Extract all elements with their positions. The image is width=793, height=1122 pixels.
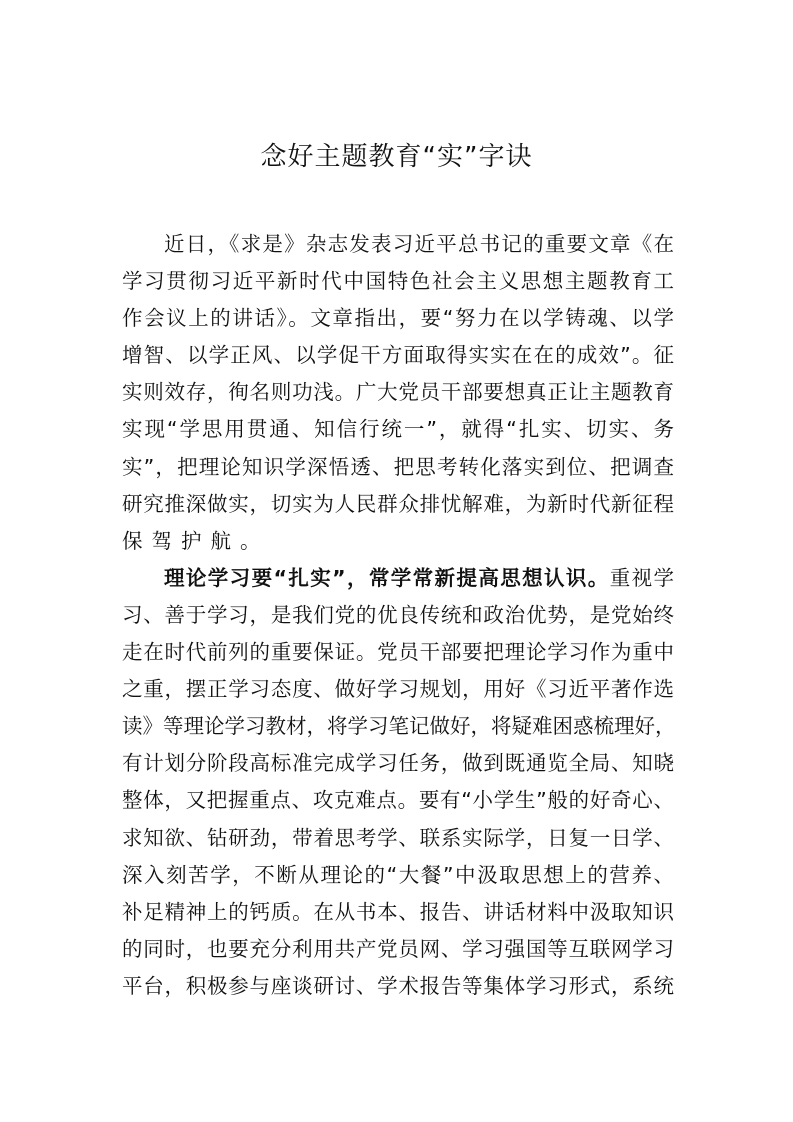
text-line: 实现“学思用贯通、知信行统一”，就得“扎实、切实、务 — [122, 417, 674, 442]
paragraph-theory-study — [122, 560, 674, 1005]
text-line: 走在时代前列的重要保证。党员干部要把理论学习作为重中 — [122, 640, 674, 665]
text-line: 求知欲、钻研劲，带着思考学、联系实际学，日复一日学、 — [122, 825, 674, 850]
text-line: 作会议上的讲话》。文章指出，要“努力在以学铸魂、以学 — [122, 306, 674, 331]
text-line: 的同时，也要充分利用共产党员网、学习强国等互联网学习 — [122, 936, 674, 961]
text-line: 学习贯彻习近平新时代中国特色社会主义思想主题教育工 — [122, 269, 674, 294]
text-line: 实”，把理论知识学深悟透、把思考转化落实到位、把调查 — [122, 454, 674, 479]
text-line: 之重，摆正学习态度、做好学习规划，用好《习近平著作选 — [122, 677, 674, 702]
text-span: 重视学 — [609, 565, 675, 590]
text-line: 平台，积极参与座谈研讨、学术报告等集体学习形式，系统 — [122, 973, 674, 998]
paragraph-intro — [122, 226, 674, 560]
text-line: 增智、以学正风、以学促干方面取得实实在在的成效”。征 — [122, 343, 674, 368]
section-heading: 理论学习要“扎实”，常学常新提高思想认识。 — [164, 565, 610, 590]
text-line: 习、善于学习，是我们党的优良传统和政治优势，是党始终 — [122, 602, 674, 627]
text-line: 实则效存，徇名则功浅。广大党员干部要想真正让主题教育 — [122, 380, 674, 405]
document-body — [122, 226, 674, 1005]
text-line: 有计划分阶段高标准完成学习任务，做到既通览全局、知晓 — [122, 751, 674, 776]
text-line: 保驾护航。 — [122, 528, 270, 553]
text-line — [122, 560, 674, 597]
text-line: 补足精神上的钙质。在从书本、报告、讲话材料中汲取知识 — [122, 899, 674, 924]
text-line: 读》等理论学习教材，将学习笔记做好，将疑难困惑梳理好， — [122, 714, 676, 739]
text-line: 研究推深做实，切实为人民群众排忧解难，为新时代新征程 — [122, 491, 674, 516]
text-line: 深入刻苦学，不断从理论的“大餐”中汲取思想上的营养、 — [122, 862, 674, 887]
text-line: 整体，又把握重点、攻克难点。要有“小学生”般的好奇心、 — [122, 788, 674, 813]
document-title: 念好主题教育“实”字诀 — [260, 142, 533, 172]
text-line: 近日，《求是》杂志发表习近平总书记的重要文章《在 — [164, 232, 674, 256]
